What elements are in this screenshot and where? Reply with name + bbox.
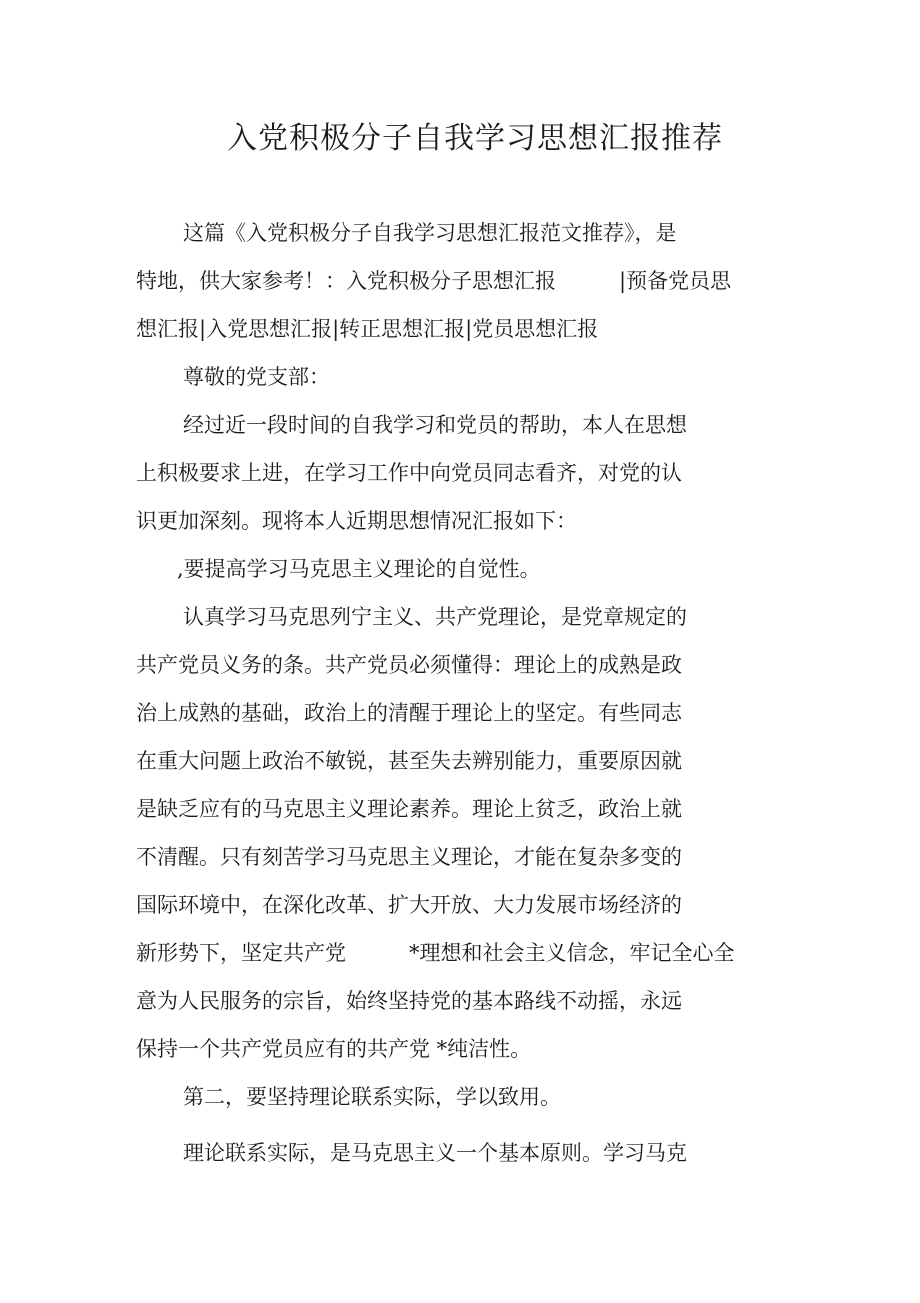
- paragraph-line: 想汇报|入党思想汇报|转正思想汇报|党员思想汇报: [136, 317, 599, 341]
- document-title: 入党积极分子自我学习思想汇报推荐: [227, 121, 723, 156]
- paragraph-line: 在重大问题上政治不敏锐，甚至失去辨别能力，重要原因就: [136, 749, 682, 773]
- paragraph-line: 不清醒。只有刻苦学习马克思主义理论，才能在复杂多变的: [136, 845, 682, 869]
- paragraph-line: 特地，供大家参考！：入党积极分子思想汇报 |预备党员思: [136, 269, 732, 293]
- paragraph-line: 理论联系实际，是马克思主义一个基本原则。学习马克: [183, 1141, 687, 1165]
- paragraph-line: 治上成熟的基础，政治上的清醒于理论上的坚定。有些同志: [136, 701, 682, 725]
- paragraph-line: 是缺乏应有的马克思主义理论素养。理论上贫乏，政治上就: [136, 797, 682, 821]
- paragraph-line: 识更加深刻。现将本人近期思想情况汇报如下：: [136, 509, 577, 533]
- section-heading: ,要提高学习马克思主义理论的自觉性。: [177, 557, 541, 581]
- paragraph-line: 新形势下，坚定共产党 *理想和社会主义信念，牢记全心全: [136, 941, 735, 965]
- paragraph-line: 意为人民服务的宗旨，始终坚持党的基本路线不动摇，永远: [136, 989, 682, 1013]
- paragraph-line: 国际环境中，在深化改革、扩大开放、大力发展市场经济的: [136, 893, 682, 917]
- section-heading: 第二，要坚持理论联系实际，学以致用。: [183, 1085, 561, 1109]
- paragraph-line: 共产党员义务的条。共产党员必须懂得：理论上的成熟是政: [136, 653, 682, 677]
- paragraph-line: 经过近一段时间的自我学习和党员的帮助，本人在思想: [183, 413, 687, 437]
- paragraph-line: 认真学习马克思列宁主义、共产党理论，是党章规定的: [183, 605, 687, 629]
- paragraph-line: 保持一个共产党员应有的共产党 *纯洁性。: [136, 1037, 532, 1061]
- salutation: 尊敬的党支部：: [183, 365, 330, 389]
- paragraph-line: 上积极要求上进，在学习工作中向党员同志看齐，对党的认: [136, 461, 682, 485]
- paragraph-line: 这篇《入党积极分子自我学习思想汇报范文推荐》，是: [183, 221, 677, 245]
